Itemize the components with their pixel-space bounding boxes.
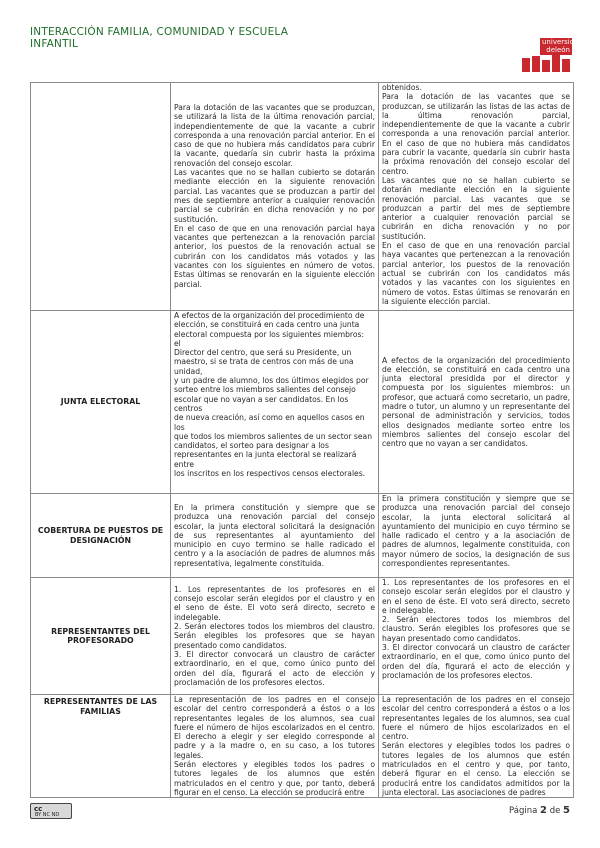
page-number	[509, 805, 570, 816]
page-sep: de	[549, 806, 561, 816]
table-row	[31, 578, 574, 695]
row-label: REPRESENTANTES DE LAS FAMILIAS	[31, 695, 171, 798]
comparison-table	[30, 82, 574, 798]
logo-text	[540, 38, 583, 55]
logo-bar-4	[552, 55, 560, 72]
left-cell: En la primera constitución y siempre que se produzca una renovación parcial del consejo escolar, la junta electoral solicitará la designación de sus representantes al ayuntamiento del municipio en cuyo termino se halle radicado el centro y a la asociación de padres de alumnos más representativa, legalmente constituida.	[171, 494, 379, 578]
table-row	[31, 494, 574, 578]
header-title-line1: INTERACCIÓN FAMILIA, COMUNIDAD Y ESCUELA	[30, 26, 289, 38]
page-total: 5	[563, 805, 570, 816]
left-cell: A efectos de la organización del procedimiento de elección, se constituirá en cada centro una junta electoral compuesta por los siguientes miembros: el Director del centro, que será su Presidente, un maestro, si se trata de centros con más de una unidad, y un padre de alumno, los dos últimos elegidos por sorteo entre los miembros salientes del consejo escolar que no vayan a ser candidatos. En los centros de nueva creación, así como en aquellos casos en los que todos los miembros salientes de un sector sean candidatos, el sorteo para designar a los representantes en la junta electoral se realizará entre los inscritos en los respectivos censos electorales.	[171, 311, 379, 494]
table-row	[31, 83, 574, 311]
license-tags: BY NC ND	[35, 812, 60, 818]
right-cell: A efectos de la organización del procedimiento de elección, se constituirá en cada centro una junta electoral presidida por el director y compuesta por los siguientes miembros: un profesor, que actuará como secretario, un padre, madre o tutor, un alumno y un representante del personal de administración y servicios, todos ellos designados mediante sorteo entre los miembros salientes del consejo escolar del centro que no vayan a ser candidatos.	[379, 311, 574, 494]
cc-icon: cc	[34, 805, 43, 813]
row-label: COBERTURA DE PUESTOS DE DESIGNACIÓN	[31, 494, 171, 578]
page-current: 2	[540, 805, 547, 816]
left-cell: 1. Los representantes de los profesores en el consejo escolar serán elegidos por el claustro y en el seno de éste. El voto será directo, secreto e indelegable. 2. Serán electores todos los miembros del claustro. Serán elegibles los profesores que se hayan presentado como candidatos. 3. El director convocará un claustro de carácter extraordinario, en el que, como único punto del orden del día, figurará el acto de elección y proclamación de los profesores electos.	[171, 578, 379, 695]
row-label	[31, 83, 171, 311]
document-header-title	[30, 26, 288, 50]
university-logo	[512, 38, 583, 74]
logo-line2: deleón	[546, 45, 570, 54]
creative-commons-license-badge	[30, 803, 72, 819]
logo-bar-2	[532, 56, 540, 72]
right-cell: En la primera constitución y siempre que se produzca una renovación parcial del consejo escolar, la junta electoral solicitará al ayuntamiento del municipio en cuyo término se halle radicado el centro y a la asociación de padres de alumnos, legalmente constituida, con mayor número de socios, la designación de sus correspondientes representantes.	[379, 494, 574, 578]
right-cell: 1. Los representantes de los profesores en el consejo escolar serán elegidos por el claustro y en el seno de éste. El voto será directo, secreto e indelegable. 2. Serán electores todos los miembros del claustro. Serán elegibles los profesores que se hayan presentado como candidatos. 3. El director convocará un claustro de carácter extraordinario, en el que, como único punto del orden del día, figurará el acto de elección y proclamación de los profesores electos.	[379, 578, 574, 695]
row-label: JUNTA ELECTORAL	[31, 311, 171, 494]
header-title-line2: INFANTIL	[30, 38, 79, 50]
left-cell: La representación de los padres en el consejo escolar del centro corresponderá a éstos o a los representantes legales de los alumnos, sea cual fuere el número de hijos escolarizados en el centro. El derecho a elegir y ser elegido corresponde al padre y a la madre o, en su caso, a los tutores legales. Serán electores y elegibles todos los padres o tutores legales de los alumnos que estén matriculados en el centro y que, por tanto, deberá figurar en el censo. La elección se producirá entre	[171, 695, 379, 798]
logo-bar-3	[542, 60, 550, 72]
logo-bar-1	[522, 58, 530, 72]
right-cell: La representación de los padres en el consejo escolar del centro corresponderá a éstos o a los representantes legales de los alumnos, sea cual fuere el número de hijos escolarizados en el centro. Serán electores y elegibles todos los padres o tutores legales de los alumnos que estén matriculados en el centro y que, por tanto, deberá figurar en el censo. La elección se producirá entre los candidatos admitidos por la junta electoral. Las asociaciones de padres	[379, 695, 574, 798]
table-row	[31, 695, 574, 798]
right-cell: obtenidos. Para la dotación de las vacantes que se produzcan, se utilizarán las listas de las actas de la última renovación parcial, independientemente de que la vacante a cubrir corresponda a una renovación parcial anterior. En el caso de que no hubiera más candidatos para cubrir la vacante, quedaría sin cubrir hasta la próxima renovación del consejo escolar del centro. Las vacantes que no se hallan cubierto se dotarán mediante elección en la siguiente renovación parcial. Las vacantes que se produzcan a partir del mes de septiembre anterior a cualquier renovación parcial se cubrirán en dicha renovación y no por sustitución. En el caso de que en una renovación parcial haya vacantes que pertenezcan a la renovación parcial anterior, los puestos de la renovación actual se cubrirán con los candidatos más votados y las vacantes con los siguientes en número de votos. Estas últimas se renovarán en la siguiente elección parcial.	[379, 83, 574, 311]
left-cell: Para la dotación de las vacantes que se produzcan, se utilizará la lista de la última renovación parcial, independientemente de que la vacante a cubrir corresponda a una renovación parcial anterior. En el caso de que no hubiera más candidatos para cubrir la vacante, quedaría sin cubrir hasta la próxima renovación del consejo escolar. Las vacantes que no se hallan cubierto se dotarán mediante elección en la siguiente renovación parcial. Las vacantes que se produzcan a partir del mes de septiembre anterior a cualquier renovación parcial se cubrirán en dicha renovación y no por sustitución. En el caso de que en una renovación parcial haya vacantes que pertenezcan a la renovación parcial anterior, los puestos de la renovación actual se cubrirán con los candidatos más votados y las vacantes con los siguientes en número de votos. Estas últimas se renovarán en la siguiente elección parcial.	[171, 83, 379, 311]
table-row	[31, 311, 574, 494]
row-label: REPRESENTANTES DEL PROFESORADO	[31, 578, 171, 695]
logo-bar-5	[562, 59, 570, 72]
page-prefix: Página	[509, 806, 538, 816]
logo-line1: universidad	[542, 38, 583, 46]
